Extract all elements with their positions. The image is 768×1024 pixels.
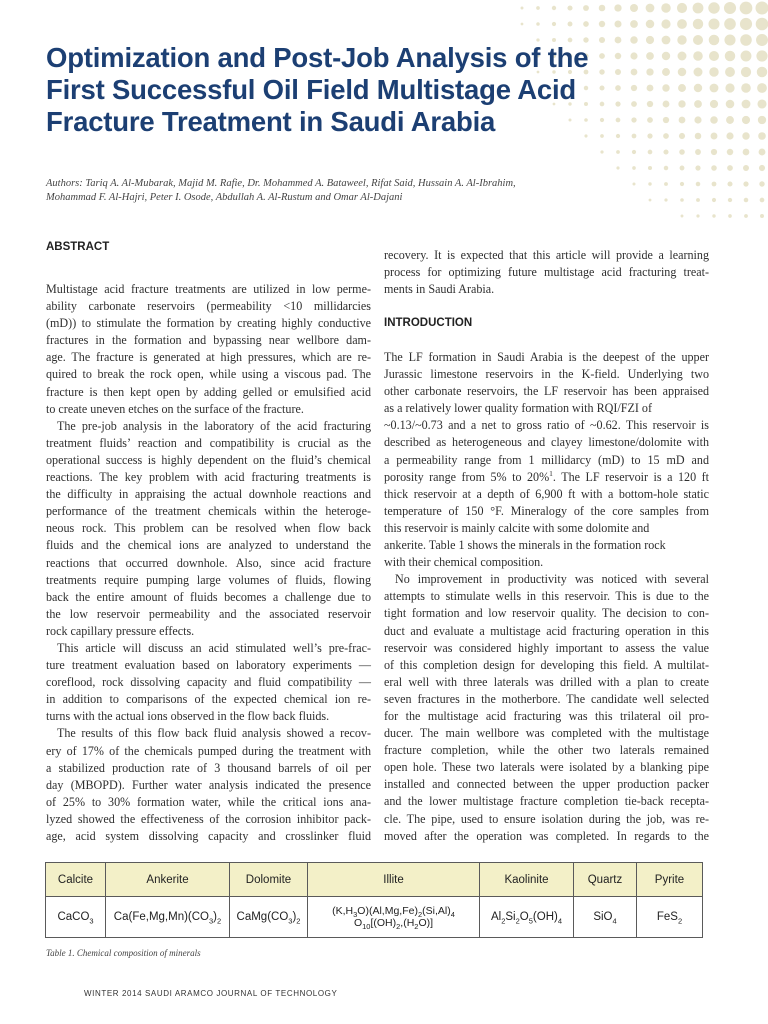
- text-line: reservoir was considered highly important to assess the value: [384, 640, 709, 655]
- decorative-dot: [759, 181, 764, 186]
- decorative-dot: [536, 6, 540, 10]
- decorative-dot: [664, 198, 667, 201]
- text-line: age, acid system dissolving capacity and crosslinker fluid: [46, 829, 371, 843]
- decorative-dot: [583, 21, 589, 27]
- text-line: treatment fluids’ reaction and compatibility is crucial as the: [46, 435, 371, 450]
- decorative-dot: [759, 165, 765, 171]
- decorative-dot: [696, 198, 700, 202]
- decorative-dot: [709, 51, 719, 61]
- formula-pyrite: FeS$_2$: [637, 897, 703, 938]
- decorative-dot: [709, 35, 720, 46]
- decorative-dot: [741, 51, 752, 62]
- decorative-dot: [742, 100, 751, 109]
- decorative-dot: [727, 181, 732, 186]
- decorative-dot: [757, 83, 767, 93]
- text-line: thick reservoir at a depth of 6,900 ft with a bottom-hole static: [384, 486, 709, 501]
- text-line: performance of the treatment chemicals within the heteroge-: [46, 504, 371, 519]
- decorative-dot: [760, 198, 765, 203]
- decorative-dot: [599, 5, 606, 12]
- article-title: [46, 42, 686, 138]
- text-line: reactions that occurred downhole. Also, since acid fracture: [46, 555, 371, 570]
- text-line: (mD)) to stimulate the formation by creating highly conductive: [46, 316, 371, 331]
- text-line: fracture is then kept open by adding gelled or emulsified acid: [46, 384, 371, 399]
- authors: [46, 177, 606, 205]
- authors-line-1: Authors: Tariq A. Al-Mubarak, Majid M. Rafie, Dr. Mohammed A. Bataweel, Rifat Said, Hussain A. Al-Ibrahim,: [46, 178, 516, 189]
- decorative-dot: [712, 198, 716, 202]
- text-line: and the lower multistage fracture completion tie-back recepta-: [384, 794, 709, 809]
- text-line: ery of 17% of the chemicals pumped during the treatment with: [46, 743, 371, 758]
- decorative-dot: [744, 214, 748, 218]
- decorative-dot: [696, 214, 699, 217]
- decorative-dot: [724, 34, 735, 45]
- decorative-dot: [630, 20, 638, 28]
- text-line: fracture completion, while the other two laterals remained: [384, 743, 709, 758]
- decorative-dot: [648, 166, 652, 170]
- decorative-dot: [740, 18, 752, 30]
- table-row: [46, 897, 703, 938]
- text-line: for the multistage acid fracturing was this trilateral oil pro-: [384, 708, 709, 723]
- decorative-dot: [552, 6, 556, 10]
- text-line: other carbonate reservoirs, the LF reservoir has been appraised: [384, 384, 709, 399]
- text-line: process for optimizing future multistage acid fracturing treat-: [384, 265, 709, 280]
- decorative-dot: [724, 18, 736, 30]
- text-line: treatments require pumping large volumes of fluids, flowing: [46, 572, 371, 587]
- text-line: ability carbonate reservoirs (permeability <10 millidarcies: [46, 299, 371, 314]
- decorative-dot: [521, 7, 524, 10]
- decorative-dot: [727, 165, 733, 171]
- decorative-dot: [600, 150, 603, 153]
- text-line: ankerite. Table 1 shows the minerals in the formation rock: [384, 538, 666, 553]
- text-line: installed and connected between the upper production packer: [384, 777, 709, 792]
- text-line: tight formation and low reservoir quality. The decision to con-: [384, 606, 709, 621]
- decorative-dot: [726, 100, 735, 109]
- text-line: with their chemical composition.: [384, 555, 544, 570]
- decorative-dot: [648, 150, 653, 155]
- text-line: porosity range from 5% to 20%$^1$. The LF reservoir is a 120 ft: [384, 468, 709, 484]
- text-line: lyzed showed the effectiveness of the corrosion inhibitor pack-: [46, 811, 371, 826]
- decorative-dot: [711, 149, 717, 155]
- text-line: temperature of 150 °F. Mineralogy of the core samples from: [384, 503, 709, 518]
- decorative-dot: [726, 132, 733, 139]
- text-line: the difficulty in appraising the actual downhole reactions and: [46, 487, 371, 502]
- decorative-dot: [614, 20, 621, 27]
- text-line: Multistage acid fracture treatments are utilized in low perme-: [46, 282, 371, 296]
- authors-line-2: Mohammad F. Al-Hajri, Peter I. Osode, Abdullah A. Al-Rustum and Omar Al-Dajani: [46, 192, 403, 203]
- decorative-dot: [632, 150, 636, 154]
- decorative-dot: [695, 133, 702, 140]
- text-line: open hole. These two laterals were isolated by a blanking pipe: [384, 760, 709, 775]
- abstract-continuation: [384, 247, 709, 298]
- decorative-dot: [710, 100, 718, 108]
- text-line: ~0.13/~0.73 and a net to gross ratio of ~0.62. This reservoir is: [384, 418, 709, 433]
- decorative-dot: [711, 133, 718, 140]
- text-line: The LF formation in Saudi Arabia is the deepest of the upper: [384, 350, 709, 364]
- header-calcite: Calcite: [46, 863, 106, 897]
- header-illite: Illite: [308, 863, 480, 897]
- header-ankerite: Ankerite: [106, 863, 230, 897]
- text-line: cle. The pipe, used to ensure isolation during the job, was re-: [384, 811, 709, 826]
- decorative-dot: [708, 18, 719, 29]
- text-line: described as heterogeneous and clayey limestone/dolomite with: [384, 435, 709, 450]
- minerals-table: [45, 862, 703, 938]
- text-line: neous rock. This problem can be resolved when flow back: [46, 521, 371, 536]
- reference-superscript: 1: [549, 468, 553, 478]
- text-line: to create uneven etches on the surface of the fracture.: [46, 401, 304, 416]
- text-line: of 25% to 30% formation water, while the critical ions ana-: [46, 794, 371, 809]
- decorative-dot: [758, 132, 766, 140]
- abstract-heading: ABSTRACT: [46, 241, 110, 253]
- text-line: back the entire amount of fluids becomes a challenge due to: [46, 589, 371, 604]
- text-line: ments in Saudi Arabia.: [384, 282, 495, 297]
- decorative-dot: [756, 34, 768, 46]
- decorative-dot: [632, 166, 636, 170]
- text-line: The pre-job analysis in the laboratory of the acid fracturing: [57, 418, 371, 433]
- decorative-dot: [725, 83, 734, 92]
- decorative-dot: [521, 23, 524, 26]
- decorative-dot: [695, 149, 701, 155]
- decorative-dot: [696, 182, 701, 187]
- text-line: operational success is highly dependent on the fluid’s chemical: [46, 452, 371, 467]
- text-line: fluids and the chemical ions are analyzed to understand the: [46, 538, 371, 553]
- decorative-dot: [708, 2, 719, 13]
- decorative-dot: [725, 67, 735, 77]
- decorative-dot: [646, 4, 655, 13]
- text-line: age. The fracture is generated at high pressures, which are re-: [46, 350, 371, 365]
- formula-quartz: SiO$_4$: [574, 897, 637, 938]
- decorative-dot: [741, 83, 751, 93]
- decorative-dot: [599, 21, 605, 27]
- formula-dolomite: $CaMg(CO_3)_2$: [230, 897, 308, 938]
- text-line: eral well with three laterals was drilled with a plan to create: [384, 674, 709, 689]
- decorative-dot: [680, 166, 685, 171]
- text-line: a permeability range from 1 millidarcy (mD) to 15 mD and: [384, 452, 709, 467]
- decorative-dot: [743, 181, 748, 186]
- decorative-dot: [726, 116, 734, 124]
- decorative-dot: [552, 22, 556, 26]
- decorative-dot: [694, 100, 702, 108]
- decorative-dot: [758, 116, 766, 124]
- decorative-dot: [536, 22, 540, 26]
- text-line: a stabilized production rate of 3 thousand barrels of oil per: [46, 760, 371, 775]
- formula-ankerite: $Ca(Fe,Mg,Mn)(CO_3)_2$: [106, 897, 230, 938]
- text-line: ture treatment evaluation based on laboratory experiments —: [46, 658, 371, 673]
- decorative-dot: [616, 150, 620, 154]
- decorative-dot: [742, 116, 750, 124]
- decorative-dot: [630, 4, 638, 12]
- introduction-heading: INTRODUCTION: [384, 317, 473, 329]
- decorative-dot: [756, 18, 768, 31]
- decorative-dot: [677, 3, 687, 13]
- decorative-dot: [648, 182, 651, 185]
- text-line: recovery. It is expected that this article will provide a learning: [384, 248, 709, 262]
- text-line: duct and evaluate a multistage acid fracturing operation in this: [384, 623, 709, 638]
- text-line: in addition to comparisons of the expected chemical ion re-: [46, 692, 371, 707]
- page-footer: WINTER 2014 SAUDI ARAMCO JOURNAL OF TECHNOLOGY: [84, 989, 338, 998]
- decorative-dot: [695, 165, 700, 170]
- decorative-dot: [740, 34, 752, 46]
- decorative-dot: [728, 214, 732, 218]
- text-line: rock capillary pressure effects.: [46, 623, 195, 638]
- decorative-dot: [661, 19, 670, 28]
- text-line: quired to break the rock open, while using a viscous pad. The: [46, 367, 371, 382]
- decorative-dot: [710, 84, 719, 93]
- decorative-dot: [614, 4, 621, 11]
- decorative-dot: [760, 214, 764, 218]
- decorative-dot: [664, 182, 668, 186]
- decorative-dot: [694, 68, 703, 77]
- decorative-dot: [757, 99, 766, 108]
- decorative-dot: [583, 5, 589, 11]
- decorative-dot: [632, 182, 635, 185]
- header-kaolinite: Kaolinite: [480, 863, 574, 897]
- decorative-dot: [709, 67, 718, 76]
- text-line: this reservoir is mainly calcite with some dolomite and: [384, 520, 650, 535]
- decorative-dot: [743, 149, 750, 156]
- header-dolomite: Dolomite: [230, 863, 308, 897]
- header-quartz: Quartz: [574, 863, 637, 897]
- table-header-row: [46, 863, 703, 897]
- decorative-dot: [756, 2, 768, 15]
- decorative-dot: [711, 165, 717, 171]
- decorative-dot: [744, 198, 749, 203]
- decorative-dot: [756, 50, 767, 61]
- decorative-dot: [661, 3, 670, 12]
- text-line: moved after the operation was completed. In regards to the: [384, 828, 709, 843]
- text-line: day (MBOPD). Further water analysis indicated the presence: [46, 777, 371, 792]
- decorative-dot: [567, 5, 572, 10]
- decorative-dot: [664, 166, 669, 171]
- decorative-dot: [680, 198, 684, 202]
- decorative-dot: [743, 165, 749, 171]
- text-line: coreflood, rock dissolving capacity and fluid compatibility —: [46, 675, 371, 690]
- decorative-dot: [693, 19, 703, 29]
- text-line: fractures in the formation and bypassing near wellbore dam-: [46, 333, 371, 348]
- decorative-dot: [694, 84, 702, 92]
- decorative-dot: [742, 132, 749, 139]
- text-line: No improvement in productivity was noticed with several: [395, 572, 709, 587]
- decorative-dot: [728, 198, 732, 202]
- decorative-dot: [757, 67, 768, 78]
- text-line: the low reservoir permeability and the associated reservoir: [46, 606, 371, 621]
- decorative-dot: [568, 22, 573, 27]
- decorative-dot: [693, 35, 703, 45]
- decorative-dot: [680, 182, 684, 186]
- formula-illite: $(K,H_3O)(Al,Mg,Fe)_2(Si,Al)_4$ $O_{10}[(OH)_2,(H_2O)]$: [308, 897, 480, 938]
- decorative-dot: [693, 3, 704, 14]
- decorative-dot: [646, 20, 654, 28]
- decorative-dot: [679, 149, 685, 155]
- header-pyrite: Pyrite: [637, 863, 703, 897]
- decorative-dot: [710, 116, 718, 124]
- decorative-dot: [649, 199, 652, 202]
- table-caption: Table 1. Chemical composition of minerals: [46, 948, 201, 958]
- decorative-dot: [727, 149, 734, 156]
- decorative-dot: [616, 166, 619, 169]
- decorative-dot: [663, 149, 668, 154]
- text-line: ducer. The main wellbore was completed with the multistage: [384, 726, 709, 741]
- formula-kaolinite: $Al_2Si_2O_5(OH)_4$: [480, 897, 574, 938]
- text-line: Jurassic limestone reservoirs in the K-field. Underlying two: [384, 367, 709, 382]
- title-line-3: Fracture Treatment in Saudi Arabia: [46, 106, 496, 137]
- text-line: turns with the actual ions observed in the flow back fluids.: [46, 709, 330, 724]
- text-line: This article will discuss an acid stimulated well’s pre-frac-: [57, 640, 371, 655]
- text-line: The results of this flow back fluid analysis showed a recov-: [57, 726, 371, 741]
- decorative-dot: [712, 214, 715, 217]
- introduction-body: [384, 349, 709, 845]
- text-line: attempts to stimulate wells in this reservoir. This is due to the: [384, 589, 709, 604]
- text-line: seven fractures in the motherbore. The candidate well selected: [384, 691, 709, 706]
- decorative-dot: [759, 149, 766, 156]
- decorative-dot: [712, 182, 717, 187]
- decorative-dot: [694, 116, 701, 123]
- title-line-2: First Successful Oil Field Multistage Acid: [46, 74, 576, 105]
- decorative-dot: [725, 51, 736, 62]
- decorative-dot: [693, 51, 703, 61]
- abstract-body: [46, 281, 371, 845]
- decorative-dot: [741, 67, 751, 77]
- decorative-dot: [681, 215, 684, 218]
- text-line: as a relatively lower quality formation with RQI/FZI of: [384, 401, 653, 416]
- formula-calcite: CaCO$_3$: [46, 897, 106, 938]
- decorative-dot: [724, 2, 736, 14]
- text-line: of this completion design for developing this field. A multilat-: [384, 657, 709, 672]
- title-line-1: Optimization and Post-Job Analysis of the: [46, 42, 589, 73]
- decorative-dot: [740, 2, 753, 15]
- decorative-dot: [677, 19, 687, 29]
- text-line: reactions. The key problem with acid fracturing treatments is: [46, 470, 371, 485]
